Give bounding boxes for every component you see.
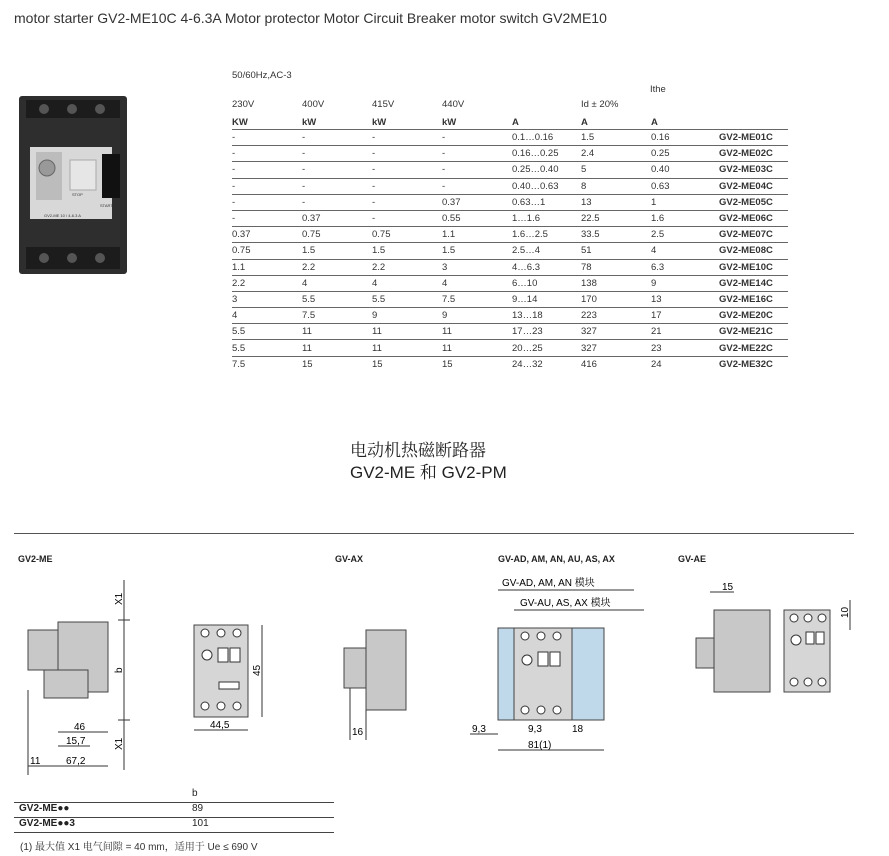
spec-cell: 5.5: [232, 324, 302, 340]
spec-cell: 24…32: [512, 356, 581, 372]
spec-cell: -: [442, 162, 512, 178]
dim-9-3-left: 9,3: [472, 724, 486, 735]
spec-cell: 0.75: [232, 243, 302, 259]
spec-cell: 4: [232, 308, 302, 324]
spec-cell: 78: [581, 259, 651, 275]
voltage-440: 440V: [442, 99, 465, 110]
spec-cell: 24: [651, 356, 719, 372]
callout-2: GV-AU, AS, AX 模块: [520, 598, 611, 609]
spec-cell: 1.5: [372, 243, 442, 259]
spec-cell: 1.1: [442, 227, 512, 243]
spec-cell: -: [232, 178, 302, 194]
spec-cell: 17…23: [512, 324, 581, 340]
spec-cell: 11: [442, 324, 512, 340]
heading-line1: 电动机热磁断路器: [350, 441, 486, 460]
spec-cell: 0.37: [302, 210, 372, 226]
gvax-view: [344, 630, 406, 740]
dim-15: 15: [722, 582, 734, 593]
spec-cell: 11: [442, 340, 512, 356]
spec-cell: -: [372, 130, 442, 146]
spec-cell: -: [372, 146, 442, 162]
freq-label: 50/60Hz,AC-3: [232, 70, 292, 81]
spec-cell: 5.5: [302, 291, 372, 307]
b-table-row: [14, 818, 334, 833]
dimension-drawings: [14, 570, 854, 785]
gvae-view: [696, 582, 851, 692]
b-row-model: GV2-ME●●: [19, 803, 70, 814]
spec-cell: -: [442, 130, 512, 146]
spec-cell: 33.5: [581, 227, 651, 243]
gv2me-front-view: [194, 625, 263, 731]
diagram-label-gvad: GV-AD, AM, AN, AU, AS, AX: [498, 554, 615, 564]
spec-cell: -: [302, 178, 372, 194]
spec-cell: 4…6.3: [512, 259, 581, 275]
spec-cell: 1.6…2.5: [512, 227, 581, 243]
spec-cell: 11: [302, 340, 372, 356]
id-label: Id ± 20%: [581, 99, 619, 110]
spec-header-cell: kW: [302, 116, 317, 128]
spec-cell: 15: [372, 356, 442, 372]
dim-9-3-mid: 9,3: [528, 724, 542, 735]
spec-cell: 1…1.6: [512, 210, 581, 226]
reference-code: GV2-ME06C: [719, 210, 788, 226]
spec-cell: 170: [581, 291, 651, 307]
spec-cell: 13: [581, 194, 651, 210]
spec-cell: 2.2: [232, 275, 302, 291]
spec-cell: -: [372, 210, 442, 226]
spec-cell: 5.5: [372, 291, 442, 307]
spec-cell: 0.25: [651, 146, 719, 162]
dim-11: 11: [30, 756, 41, 767]
reference-code: GV2-ME16C: [719, 291, 788, 307]
spec-cell: 11: [372, 340, 442, 356]
spec-cell: -: [442, 178, 512, 194]
spec-cell: -: [302, 162, 372, 178]
spec-cell: 0.75: [302, 227, 372, 243]
stop-label: STOP: [72, 192, 83, 197]
spec-cell: -: [232, 146, 302, 162]
table-row: [232, 340, 788, 356]
spec-cell: -: [232, 162, 302, 178]
dim-81: 81(1): [528, 740, 552, 751]
spec-cell: 15: [302, 356, 372, 372]
spec-cell: 6.3: [651, 259, 719, 275]
b-dimension-table: [14, 788, 334, 833]
spec-cell: 0.1…0.16: [512, 130, 581, 146]
spec-cell: 17: [651, 308, 719, 324]
ithe-label: Ithe: [650, 84, 666, 95]
spec-cell: -: [442, 146, 512, 162]
table-row: [232, 324, 788, 340]
page-title: motor starter GV2-ME10C 4-6.3A Motor protector Motor Circuit Breaker motor switch GV2ME10: [14, 10, 607, 26]
spec-cell: -: [372, 162, 442, 178]
spec-cell: 2.2: [372, 259, 442, 275]
reference-code: GV2-ME07C: [719, 227, 788, 243]
reference-code: GV2-ME32C: [719, 356, 788, 372]
spec-cell: 0.75: [372, 227, 442, 243]
spec-cell: 0.37: [442, 194, 512, 210]
reference-code: GV2-ME01C: [719, 130, 788, 146]
reference-code: GV2-ME14C: [719, 275, 788, 291]
reference-code: GV2-ME10C: [719, 259, 788, 275]
table-row: [232, 356, 788, 372]
spec-cell: 0.25…0.40: [512, 162, 581, 178]
footnote: (1) 最大值 X1 电气间隙 = 40 mm，适用于 Ue ≤ 690 V: [20, 842, 258, 853]
dim-67-2: 67,2: [66, 756, 86, 767]
spec-header-cell: [719, 115, 788, 130]
dim-16: 16: [352, 727, 364, 738]
spec-cell: 13…18: [512, 308, 581, 324]
spec-cell: 1: [651, 194, 719, 210]
b-row-value: 101: [192, 818, 209, 829]
dim-46: 46: [74, 722, 86, 733]
spec-cell: 9: [372, 308, 442, 324]
spec-cell: -: [302, 146, 372, 162]
spec-cell: 5: [581, 162, 651, 178]
table-row: [232, 308, 788, 324]
spec-cell: 4: [651, 243, 719, 259]
start-label: START: [100, 203, 113, 208]
gvad-view: [470, 576, 644, 751]
table-row: [232, 178, 788, 194]
table-row: [232, 194, 788, 210]
spec-cell: 1.5: [442, 243, 512, 259]
dim-x1-bottom: X1: [114, 737, 125, 750]
b-header: b: [192, 788, 198, 799]
spec-header-cell: A: [651, 116, 658, 128]
dim-10: 10: [840, 606, 851, 618]
table-row: [232, 162, 788, 178]
voltage-230: 230V: [232, 99, 255, 110]
spec-cell: 4: [442, 275, 512, 291]
spec-cell: 2.5…4: [512, 243, 581, 259]
spec-cell: -: [302, 130, 372, 146]
spec-cell: -: [372, 194, 442, 210]
spec-cell: 7.5: [442, 291, 512, 307]
spec-cell: 0.55: [442, 210, 512, 226]
dim-x1-top: X1: [114, 592, 125, 605]
diagram-label-gvax: GV-AX: [335, 554, 364, 564]
spec-cell: 0.40…0.63: [512, 178, 581, 194]
spec-cell: -: [232, 210, 302, 226]
spec-cell: 7.5: [302, 308, 372, 324]
table-row: [232, 130, 788, 146]
diagram-label-gv2me: GV2-ME: [18, 554, 53, 564]
spec-cell: -: [232, 194, 302, 210]
model-label: GV2-ME 10 / 4-6.3 A: [44, 213, 81, 218]
reference-code: GV2-ME04C: [719, 178, 788, 194]
b-table-row: [14, 803, 334, 818]
reference-code: GV2-ME02C: [719, 146, 788, 162]
spec-cell: 0.37: [232, 227, 302, 243]
spec-cell: 9: [651, 275, 719, 291]
spec-cell: 15: [442, 356, 512, 372]
spec-cell: 0.40: [651, 162, 719, 178]
dim-15-7: 15,7: [66, 736, 86, 747]
table-row: [232, 227, 788, 243]
spec-cell: 13: [651, 291, 719, 307]
spec-cell: 138: [581, 275, 651, 291]
reference-code: GV2-ME08C: [719, 243, 788, 259]
dim-44-5: 44,5: [210, 720, 230, 731]
spec-table: [232, 115, 788, 372]
spec-cell: 327: [581, 340, 651, 356]
table-row: [232, 243, 788, 259]
spec-cell: 223: [581, 308, 651, 324]
reference-code: GV2-ME20C: [719, 308, 788, 324]
spec-cell: 327: [581, 324, 651, 340]
b-table-header: [14, 788, 334, 803]
reference-code: GV2-ME05C: [719, 194, 788, 210]
table-row: [232, 259, 788, 275]
dim-18: 18: [572, 724, 584, 735]
chinese-heading: [350, 440, 507, 484]
spec-cell: 1.5: [581, 130, 651, 146]
spec-cell: 1.1: [232, 259, 302, 275]
spec-cell: 4: [302, 275, 372, 291]
diagram-label-gvae: GV-AE: [678, 554, 707, 564]
spec-header-cell: A: [512, 116, 519, 128]
spec-cell: 51: [581, 243, 651, 259]
spec-cell: -: [232, 130, 302, 146]
spec-cell: 23: [651, 340, 719, 356]
spec-cell: 0.16: [651, 130, 719, 146]
spec-cell: 1.5: [302, 243, 372, 259]
spec-cell: 7.5: [232, 356, 302, 372]
spec-cell: 11: [302, 324, 372, 340]
spec-cell: 21: [651, 324, 719, 340]
spec-cell: 22.5: [581, 210, 651, 226]
spec-cell: 2.4: [581, 146, 651, 162]
reference-code: GV2-ME03C: [719, 162, 788, 178]
spec-cell: 0.63…1: [512, 194, 581, 210]
heading-line2: GV2-ME 和 GV2-PM: [350, 463, 507, 482]
spec-cell: 20…25: [512, 340, 581, 356]
spec-cell: -: [372, 178, 442, 194]
table-row: [232, 291, 788, 307]
spec-cell: -: [302, 194, 372, 210]
spec-header-cell: KW: [232, 116, 248, 128]
motor-breaker-photo: [14, 92, 134, 277]
reference-code: GV2-ME21C: [719, 324, 788, 340]
dim-45: 45: [252, 664, 263, 676]
spec-cell: 4: [372, 275, 442, 291]
spec-cell: 2.2: [302, 259, 372, 275]
spec-cell: 9…14: [512, 291, 581, 307]
table-row: [232, 275, 788, 291]
spec-cell: 9: [442, 308, 512, 324]
spec-cell: 2.5: [651, 227, 719, 243]
table-row: [232, 210, 788, 226]
spec-cell: 3: [442, 259, 512, 275]
spec-header-cell: kW: [372, 116, 387, 128]
table-row: [232, 146, 788, 162]
spec-header-cell: kW: [442, 116, 457, 128]
spec-header-cell: A: [581, 116, 588, 128]
spec-cell: 416: [581, 356, 651, 372]
spec-cell: 0.63: [651, 178, 719, 194]
section-divider: [14, 533, 854, 534]
b-row-value: 89: [192, 803, 204, 814]
spec-cell: 3: [232, 291, 302, 307]
b-row-model: GV2-ME●●3: [19, 818, 75, 829]
dim-b: b: [114, 667, 125, 673]
spec-cell: 6…10: [512, 275, 581, 291]
callout-1: GV-AD, AM, AN 模块: [502, 578, 595, 589]
spec-cell: 8: [581, 178, 651, 194]
spec-cell: 0.16…0.25: [512, 146, 581, 162]
voltage-400: 400V: [302, 99, 325, 110]
spec-cell: 1.6: [651, 210, 719, 226]
spec-cell: 11: [372, 324, 442, 340]
reference-code: GV2-ME22C: [719, 340, 788, 356]
voltage-415: 415V: [372, 99, 395, 110]
spec-cell: 5.5: [232, 340, 302, 356]
gv2me-side-view: [28, 580, 130, 775]
